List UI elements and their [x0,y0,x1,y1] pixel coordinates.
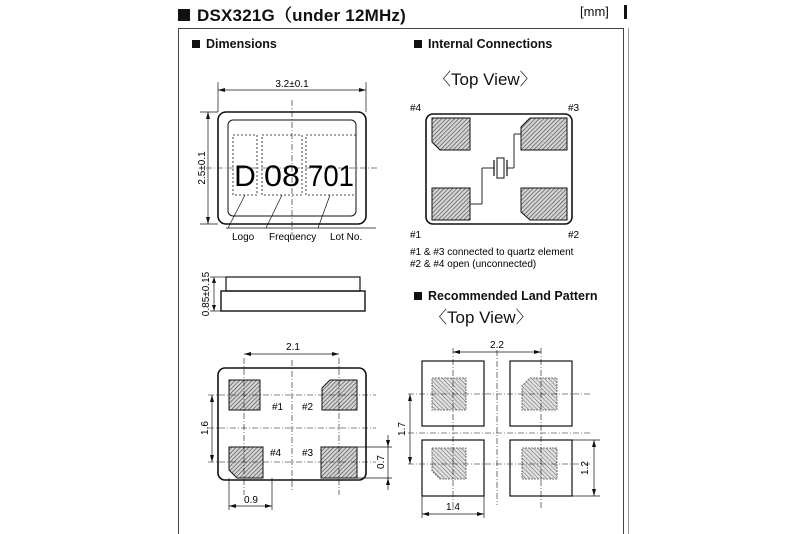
pad-4-label: #4 [270,448,282,459]
lot-label: Lot No. [330,232,363,243]
internal-pad-2 [521,188,567,220]
package-bottom-view [208,352,392,510]
pad-width-label: 0.9 [244,495,258,506]
pad-pitch-x-label: 2.1 [286,342,300,353]
internal-top-view-label: 〈Top View〉 [434,70,537,89]
dimensions-heading-text: Dimensions [206,37,277,51]
logo-label: Logo [232,232,255,243]
internal-pad-4 [432,118,470,150]
land-pitch-y-label: 1.7 [397,422,408,436]
land-heading-text: Recommended Land Pattern [428,289,598,303]
length-dim-label: 3.2±0.1 [275,79,309,90]
marking-frequency: 08 [264,160,300,193]
pad-3-label: #3 [302,448,314,459]
internal-pad-4-label: #4 [410,103,422,114]
internal-heading-text: Internal Connections [428,37,553,51]
width-dim-label: 2.5±0.1 [197,151,208,185]
title-text: DSX321G（under 12MHz) [197,6,406,25]
pad-pitch-y-label: 1.6 [200,421,211,435]
unit-label: [mm] [580,4,609,19]
internal-pad-1-label: #1 [410,230,422,241]
pad-4 [229,447,263,478]
marking-logo: D [234,160,256,193]
package-side-view [210,277,365,311]
internal-note-2: #2 & #4 open (unconnected) [410,259,537,270]
pad-height-label: 0.7 [376,455,387,469]
internal-pad-2-label: #2 [568,230,580,241]
internal-pad-1 [432,188,470,220]
pad-1-label: #1 [272,402,284,413]
package-top-view [200,82,378,236]
land-pattern-diagram [408,348,600,518]
land-width-label: 1.4 [446,502,460,513]
height-dim-label: 0.85±0.15 [201,271,212,317]
land-height-label: 1.2 [580,461,591,475]
frequency-label: Frequency [269,232,317,243]
land-pitch-x-label: 2.2 [490,340,504,351]
marking-lot: 701 [308,160,354,193]
internal-pad-3 [521,118,567,150]
pad-2-label: #2 [302,402,314,413]
land-top-view-label: 〈Top View〉 [430,308,533,327]
internal-pad-3-label: #3 [568,103,580,114]
internal-connection-diagram [426,114,572,224]
internal-note-1: #1 & #3 connected to quartz element [410,247,574,258]
